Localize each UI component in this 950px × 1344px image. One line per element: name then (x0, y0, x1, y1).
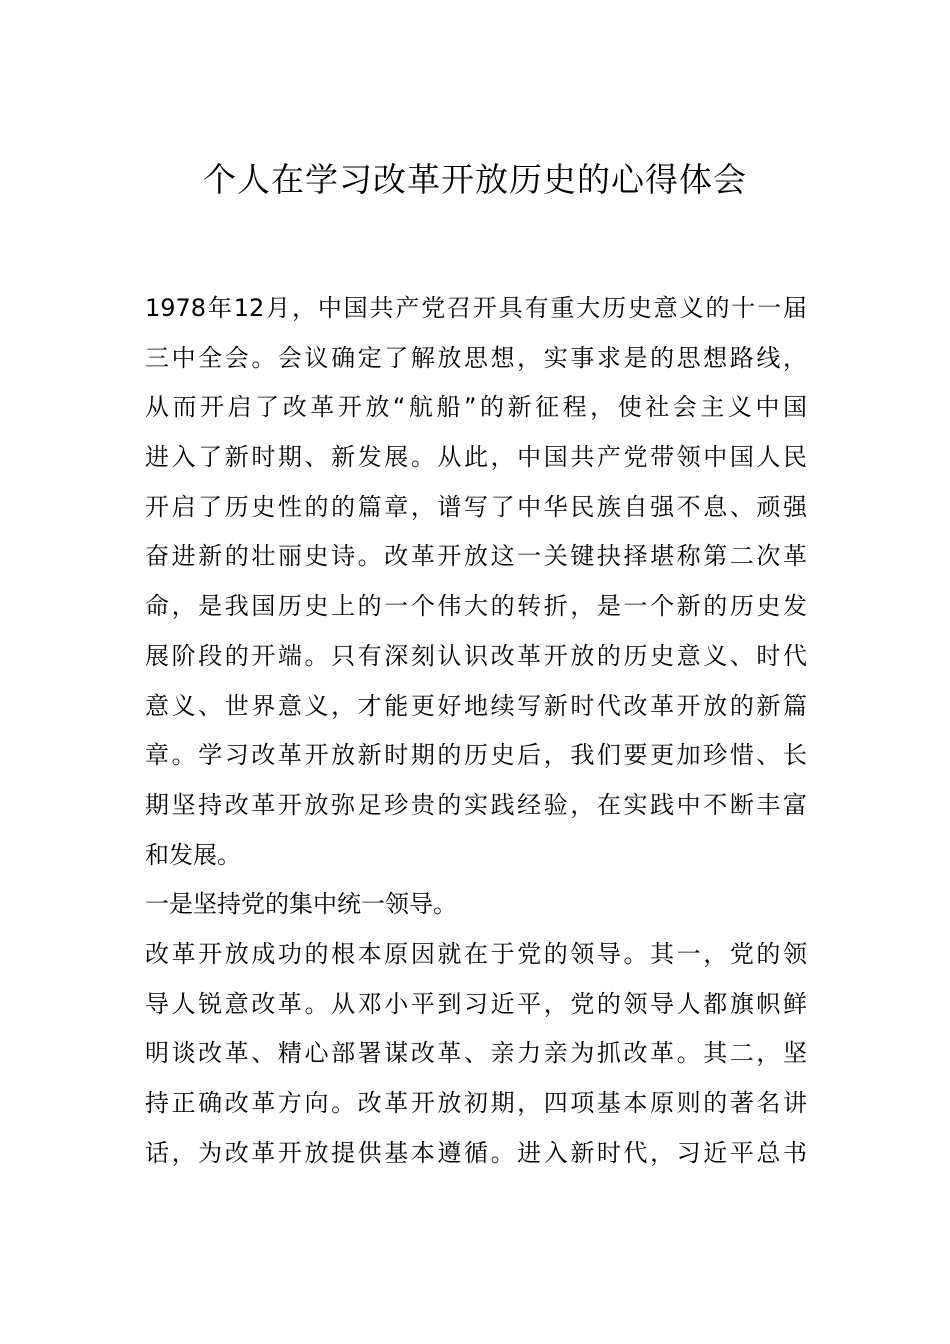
text-line: 从而开启了改革开放“航船”的新征程，使社会主义中国 (145, 393, 807, 422)
text-line: 进入了新时期、新发展。从此，中国共产党带领中国人民 (145, 443, 807, 472)
text-line: 展阶段的开端。只有深刻认识改革开放的历史意义、时代 (145, 641, 807, 670)
text-line: 章。学习改革开放新时期的历史后，我们要更加珍惜、长 (145, 741, 807, 770)
text-line: 明谈改革、精心部署谋改革、亲力亲为抓改革。其二，坚 (145, 1039, 807, 1068)
text-line: 导人锐意改革。从邓小平到习近平，党的领导人都旗帜鲜 (145, 989, 807, 1018)
text-line: 改革开放成功的根本原因就在于党的领导。其一，党的领 (145, 939, 807, 968)
text-line: 开启了历史性的的篇章，谱写了中华民族自强不息、顽强 (145, 492, 807, 521)
document-title: 个人在学习改革开放历史的心得体会 (203, 160, 747, 199)
text-line: 命，是我国历史上的一个伟大的转折，是一个新的历史发 (145, 592, 807, 621)
section-heading: 一是坚持党的集中统一领导。 (145, 890, 457, 919)
text-line: 意义、世界意义，才能更好地续写新时代改革开放的新篇 (145, 691, 807, 720)
text-line: 持正确改革方向。改革开放初期，四项基本原则的著名讲 (145, 1089, 807, 1117)
text-line: 话，为改革开放提供基本遵循。进入新时代，习近平总书 (145, 1138, 807, 1167)
text-line: 奋进新的壮丽史诗。改革开放这一关键抉择堪称第二次革 (145, 542, 807, 571)
paragraph-end-line: 和发展。 (145, 840, 241, 869)
text-line: 三中全会。会议确定了解放思想，实事求是的思想路线， (145, 343, 807, 372)
text-line: 1978年12月，中国共产党召开具有重大历史意义的十一届 (145, 294, 807, 322)
text-line: 期坚持改革开放弥足珍贵的实践经验，在实践中不断丰富 (145, 790, 807, 819)
document-body (145, 284, 807, 1178)
